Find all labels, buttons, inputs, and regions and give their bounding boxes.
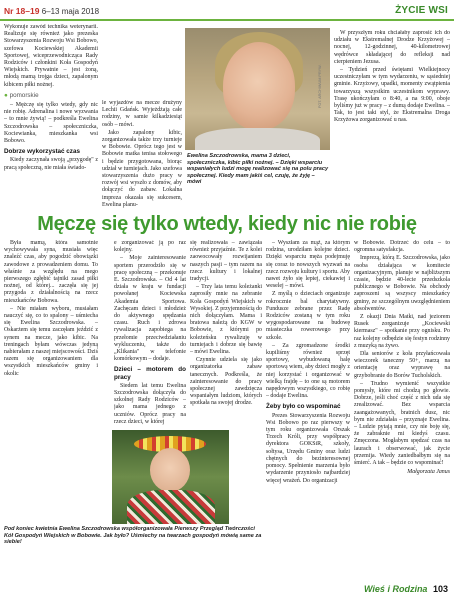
paragraph: – Trudno wymienić wszystkie pomysły, które mi chodzą po głowie. Dobrze, jeśli choć część z nich uda się zrealizować. Bez wsparcia zaangażowanych, bratnich dusz, nic bym nie zdziałała – przyznaje Ewelina. – Ludzie pytają mnie, czy nie boję się, że zabraknie mi kiedyś czasu. Zmęczona. Mogłabym spędzać czas na laurach i obserwować, jak życie przemija. Wiedy zaniedbałbym się na śmierć. A tak – będzie co wspominać! <box>354 380 450 467</box>
subheading: Żeby było co wspominać <box>266 403 341 411</box>
magazine-name: Wieś i Rodzina <box>364 584 428 594</box>
region-name: pomorskie <box>9 91 39 99</box>
paragraph: – Za zgromadzone środki kupiliśmy również sprzęt sportowy, wybudowaną halę sportową wiem, aby dzieci mogły z niej korzystać i organizować w wielką frajdę – to one są motorem napędowym wszystkiego, co robię – dodaje Ewelina. <box>266 342 350 400</box>
paragraph: Kiedy zaczynała swoją „przygodę" z pracą społeczną, nie miała świado- <box>4 157 98 171</box>
issue-info <box>4 6 99 16</box>
page-footer <box>364 584 448 594</box>
paragraph: – Tydzień przed świętami Wielkiejnocy uczestniczyłam w tym wydarzeniu, w sąsiedniej gminie. Krzyżowy, upadki, momenty zwątpienia towarzyszą wszystkim uczestnikom wyprawy. Trasę ukończyłam o 8:40, a na 9:00, oboje byliśmy już w pracy – z dumą dodaje Ewelina. – Tak, to jest taki styl, że Ekstremalna Droga Krzyżowa zorganizować u nas. <box>334 67 450 124</box>
paragraph: Imprezą, którą E. Szczodrowska, jako osoba działająca w komitecie organizacyjnym, planuje w najbliższym czasie, będzie 40-lecie przedszkola publicznego w Bobowie. Na obchody zaproszeni są wszyscy mieszkańcy gminy, ze szczególnym uwzględnieniem absolwentów. <box>354 255 450 312</box>
paragraph: Z myślą o dzieciach organizuje rokrocznie bal charytatywny. Fundusze zebrane przez Radę Rodziców zostaną w tym roku wygospodarowane na budowę miasteczka rowerowego przy szkole. <box>266 291 350 341</box>
subheading: Dzieci – motorem do pracy <box>114 366 186 381</box>
paragraph: Dla seniorów z koła przyłańcowała wieczorek taneczny 50+, marzą na orientację oraz wyprawę na grzybobranie do Borów Tucholskich. <box>354 351 450 379</box>
paragraph: – Mężczę się tylko wtedy, gdy nic nie robię. Adrenalina i nowe wyzwania – to mnie żywią! – podkreśla Ewelina Szczodrowska – społeczniczka, Kociewianka, mieszkanka wsi Bobowo. <box>4 102 98 145</box>
region-label <box>4 92 98 99</box>
paragraph: le wyjazdów na mecze drużyny Lechii Gdańsk. Wyjeżdżają całe rodziny, w samie kilkadziesiąt osób – mówi. <box>102 100 182 128</box>
column-4-lower <box>266 240 350 590</box>
paragraph: się realizowała – zawiązała również przyjaźnie. Te z kolei zaowocowały rozwijaniem naszych pasji – tym razem na rzecz kultury i lokalnej tradycji. <box>190 240 262 283</box>
paragraph: – Nie miałam wyboru, musiałam nauczyć się, co to spalony – uśmiecha się Ewelina Szczodrowska. – Oskarżem się temu zaczęłam jeździć z synem na mecze, jako kibic. Na treningach byłam wówczas jedyną nabierałam z naszej miejscowości. Dziś razem się organizowaniem dla wszystkich mieszkańców gminy i okolic <box>4 305 98 377</box>
bottom-photo-caption: Pod koniec kwietnia Ewelina Szczodrowska współorganizowała Pierwszy Przegląd Twórczości Kół Gospodyń Wiejskich w Bobowie. Jak było? Uśmiechy na twarzach gospodyń mówią same za siebie! <box>4 526 262 546</box>
column-3-lower <box>190 240 262 428</box>
portrait-photo <box>185 28 330 150</box>
header-rule <box>0 19 454 21</box>
paragraph: – Wyszłam za mąż, za którym rodzina, urodziłam kolejne dzieci. Dzięki wsparciu męża podejmuję się coraz to nowszych wyzwań na rzecz rozwoju kultury i sportu. Aby nawet żyło się lepiej, ciekawiej i weselej – mówi. <box>266 240 350 290</box>
paragraph: Czynnie udziela się jako organizatorka zabaw tanecznych. Podkreśla, że zainteresowanie do pracy społecznej zawdzięcza wspaniałym ludziom, których spotkała na swojej drodze. <box>190 357 262 407</box>
article-headline: Męczę się tylko wtedy, kiedy nic nie robię <box>37 213 417 235</box>
photo-credit: FOT. ARCHIWUM PRYW. <box>318 64 322 108</box>
column-2-lower <box>114 240 186 428</box>
subheading: Dobrze wykorzystać czas <box>4 148 80 156</box>
author-signature: Małgorzata Janus <box>407 469 450 476</box>
column-5-lower <box>354 240 450 582</box>
paragraph: Jako zapalony kibic, zorganizowała także trzy turnieje w Bobowie. Oprócz tego jest w Bobowie matka tenisa stołowego i będzie przygotowana, biorąc udział w turniejach. Jako szefowa stowarzyszenia dużo pracy w rozwój wsi wyszło z domów, aby dołączyć do zabaw. Lokalna impreza okazała się sukcesem, Ewelina planu- <box>102 129 182 208</box>
section-title: ŻYCIE WSI <box>395 5 448 16</box>
column-1-upper <box>4 24 98 216</box>
portrait-caption: Ewelina Szczodrowska, mama 3 dzieci, społeczniczka, kibic piłki nożnej. – Dzięki wsparciu wspaniałych ludzi mogę realizować się na polu pracy społecznej. Kiedy mam jakiś cel, czuję, że żyję – mówi <box>187 153 329 186</box>
paragraph: – Moje zainteresowanie sportem przerodziło się w pracę społeczną – przekonuje E. Szczodrowska. – Od 4 lat działa w kraju w fundacji powołanej Kociewska Akademia Sportowa. Zachęcam dzieci i młodzież do aktywnego spędzania czasu. Ruch i zdrowa rywalizacja zapobiega na przełomie przeciwdziałaniu wykluczeniu, także do „Klikania" w telefonie komórkowym – dodaje. <box>114 255 186 363</box>
folk-costume-photo <box>112 430 229 524</box>
issue-number: Nr 18–19 <box>4 6 40 16</box>
paragraph: Siedem lat temu Ewelina Szczodrowska dołączyła do szkolnej Rady Rodziców – jako mama jednego z uczniów. Oprócz pracy na rzecz dzieci, w której <box>114 382 186 425</box>
location-pin-icon: ● <box>4 91 8 99</box>
column-1-lower <box>4 240 98 520</box>
column-2-upper <box>102 100 182 214</box>
paragraph: W przyszłym roku chciałaby zaprosić ich do udziału w Ekstremalnej Drodze Krzyżowej – nocnej, 12-godzinnej, 40-kilometrowej wędrówce składającej do refleksji nad cierpieniem Jezusa. <box>334 30 450 65</box>
paragraph: Prezes Stowarzyszenia Rozwoju Wsi Bobowo po raz pierwszy w tym roku organizowała Orszak Trzech Króli, przy współpracy dyrektora GOKSiR, szkoły, sołtysa, Urzędu Gminy oraz ludzi chętnych do bezinteresownej pomocy. Spełnienie marzenia było wydarzenie przyniosło najbardziej więcej wrażeń. Do organizacji <box>266 412 350 484</box>
paragraph: w Bobowie. Dotrzeć do celu – to ogromna satysfakcja. <box>354 240 450 254</box>
intro-paragraph: Wykonuje zawód technika weterynarii. Realizuje się również jako prezeska Stowarzyszenia Rozwoju Wsi Bobowo, szefowa Kociewskiej Akademii Sportowej, wiceprzewodnicząca Rady Rodziców i członkini Koła Gospodyń Wiejskich. Prywatnie – jest żoną, młodą mamą trojga dzieci, zapalonym kibicem piłki nożnej. <box>4 24 98 88</box>
paragraph: Z okazji Dnia Matki, nad jeziorem Rusek zorganizuje „Kociewski kiermasz" – spotkanie przy ognisku. Po raz kolejny odbędzie się festyn rodzinny z muzyką na żywo. <box>354 314 450 349</box>
paragraph: e zorganizować ją po raz kolejny. <box>114 240 186 254</box>
paragraph: – Trzy lata temu koleżanki zaprosiły mnie na zebranie Koła Gospodyń Wiejskich w Wysokiej. Z przyjemnością do nich dołączyłam. Mama i bratowa należą do KGW w Bobowie, z którymi po koleżeńsku rywalizuję w turniejach i dobrze się bawię – mówi Ewelina. <box>190 284 262 356</box>
column-4-upper <box>334 30 450 212</box>
page-number: 103 <box>432 584 448 594</box>
issue-date: 6–13 maja 2018 <box>41 7 100 16</box>
paragraph: Była mamą, która samotnie wychowywała syna, musiała więc znaleźć czas, aby pogodzić obowiązki zawodowe z prowadzeniem domu. To właśnie za względu na mego pierwszego zgłębić tajniki zasad piłki nożnej, od której... zaczęła się jej przygoda z działalnością na rzecz mieszkańców Bobowa. <box>4 240 98 304</box>
